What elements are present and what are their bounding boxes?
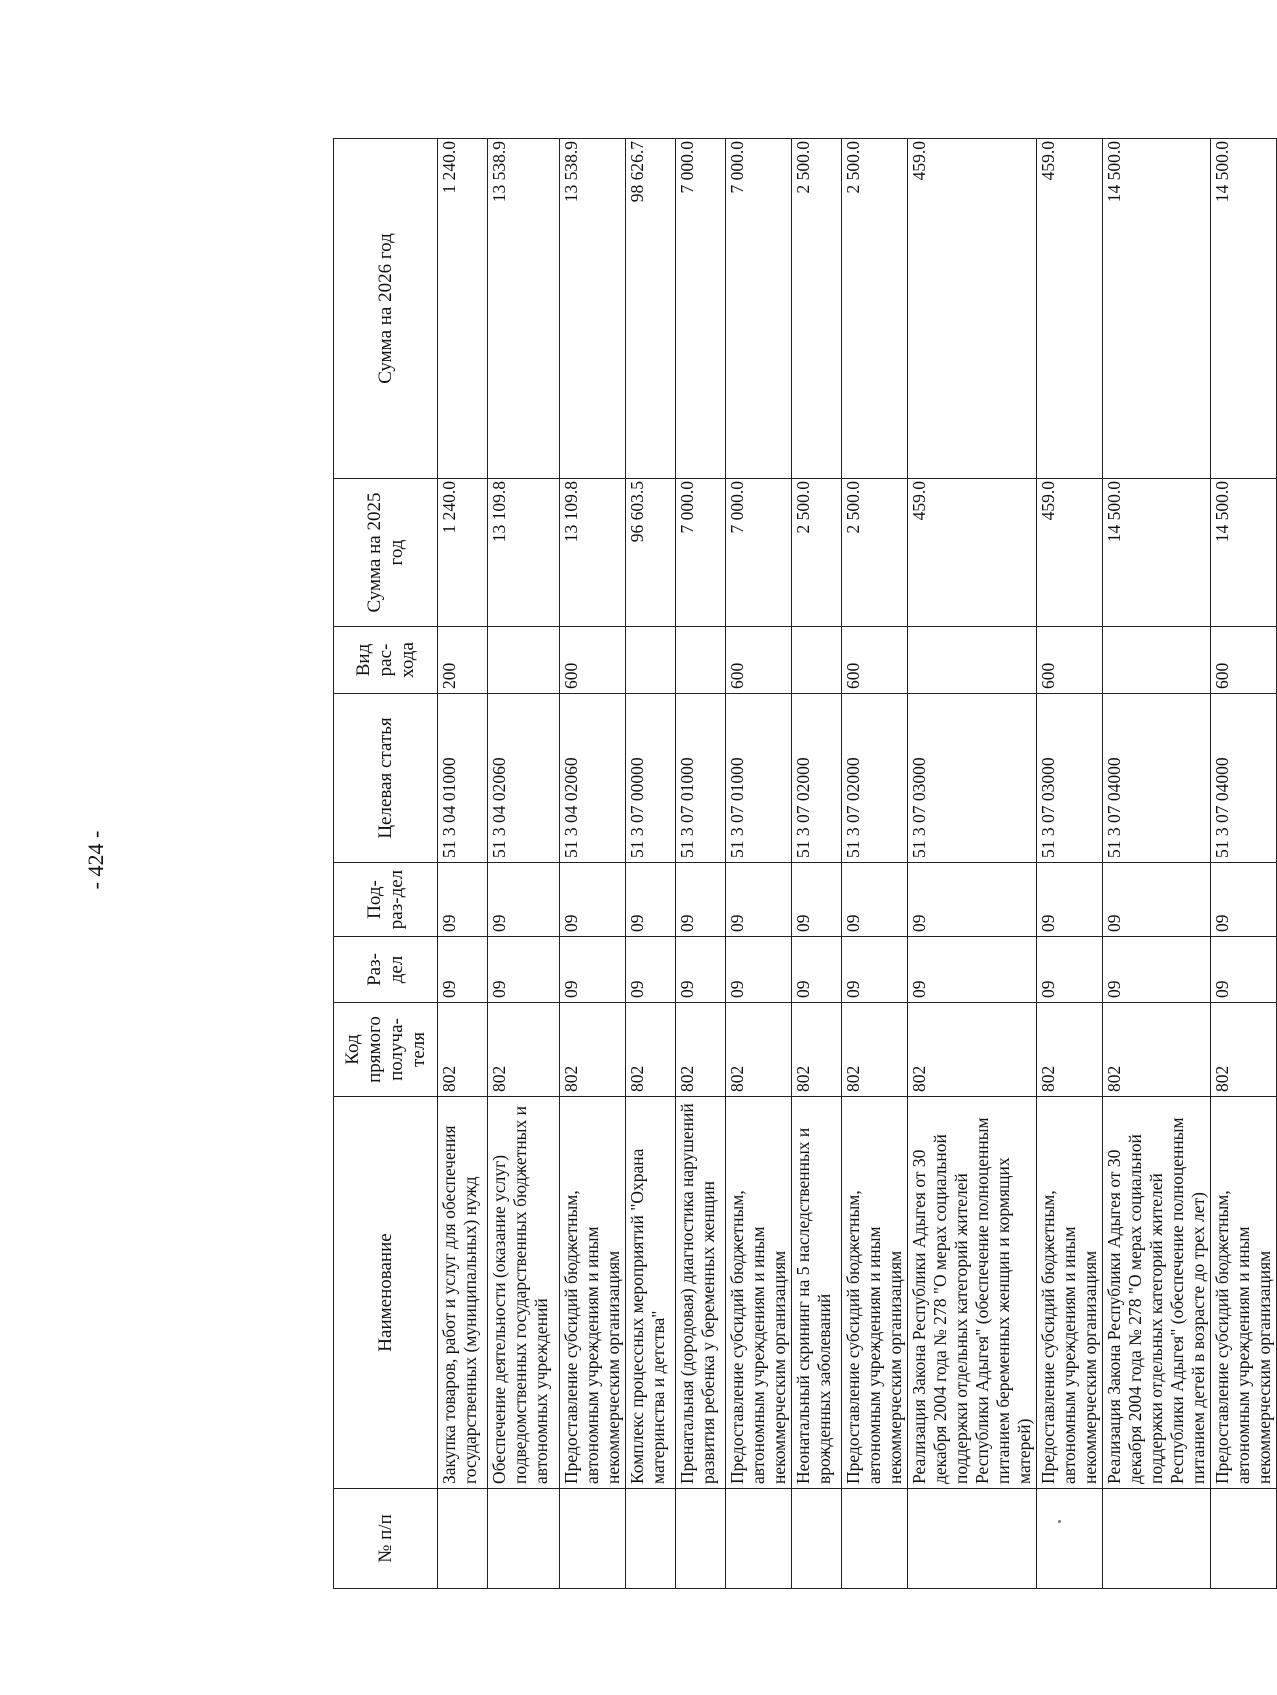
cell-expense: 200 xyxy=(438,627,488,694)
cell-name: Реализация Закона Республики Адыгея от 30 декабря 2004 года № 278 "О мерах социальной поддержки отдельных категорий жителей Республики Адыгея" (обеспечение полноценным питанием детей в возрасте до трех лет) xyxy=(1103,1097,1211,1489)
cell-code: 802 xyxy=(1211,1003,1277,1097)
cell-section: 09 xyxy=(438,937,488,1003)
cell-target: 51 3 07 01000 xyxy=(726,694,792,863)
cell-sum2025: 96 603.5 xyxy=(626,479,676,627)
cell-subsection: 09 xyxy=(1037,863,1103,937)
cell-sum2026: 2 500.0 xyxy=(842,139,908,479)
cell-code: 802 xyxy=(1103,1003,1211,1097)
header-num: № п/п xyxy=(334,1489,438,1589)
cell-subsection: 09 xyxy=(1211,863,1277,937)
cell-num xyxy=(438,1489,488,1589)
cell-subsection: 09 xyxy=(488,863,560,937)
cell-expense xyxy=(908,627,1037,694)
cell-expense xyxy=(792,627,842,694)
cell-subsection: 09 xyxy=(676,863,726,937)
cell-section: 09 xyxy=(842,937,908,1003)
table-row xyxy=(626,139,676,1589)
cell-target: 51 3 07 03000 xyxy=(908,694,1037,863)
cell-sum2026: 7 000.0 xyxy=(726,139,792,479)
table-row xyxy=(1211,139,1277,1589)
cell-target: 51 3 04 01000 xyxy=(438,694,488,863)
cell-num xyxy=(726,1489,792,1589)
cell-name: Комплекс процессных мероприятий "Охрана материнства и детства" xyxy=(626,1097,676,1489)
cell-target: 51 3 07 04000 xyxy=(1211,694,1277,863)
cell-code: 802 xyxy=(626,1003,676,1097)
header-section: Раз-дел xyxy=(334,937,438,1003)
cell-subsection: 09 xyxy=(908,863,1037,937)
cell-num xyxy=(908,1489,1037,1589)
cell-section: 09 xyxy=(726,937,792,1003)
cell-subsection: 09 xyxy=(726,863,792,937)
header-sum2026: Сумма на 2026 год xyxy=(334,139,438,479)
cell-sum2026: 459.0 xyxy=(908,139,1037,479)
cell-sum2025: 2 500.0 xyxy=(842,479,908,627)
cell-name: Предоставление субсидий бюджетным, автономным учреждениям и иным некоммерческим организациям xyxy=(726,1097,792,1489)
cell-sum2026: 13 538.9 xyxy=(560,139,626,479)
page-number: - 424 - xyxy=(83,830,108,890)
cell-section: 09 xyxy=(792,937,842,1003)
cell-sum2025: 2 500.0 xyxy=(792,479,842,627)
cell-code: 802 xyxy=(560,1003,626,1097)
cell-target: 51 3 07 04000 xyxy=(1103,694,1211,863)
cell-code: 802 xyxy=(908,1003,1037,1097)
cell-name: Предоставление субсидий бюджетным, автономным учреждениям и иным некоммерческим организациям xyxy=(1037,1097,1103,1489)
cell-sum2026: 98 626.7 xyxy=(626,139,676,479)
cell-sum2025: 14 500.0 xyxy=(1211,479,1277,627)
table-row xyxy=(842,139,908,1589)
cell-sum2026: 14 500.0 xyxy=(1103,139,1211,479)
cell-expense xyxy=(1103,627,1211,694)
table-row xyxy=(726,139,792,1589)
cell-num xyxy=(1211,1489,1277,1589)
cell-sum2025: 7 000.0 xyxy=(676,479,726,627)
cell-section: 09 xyxy=(1037,937,1103,1003)
cell-num xyxy=(560,1489,626,1589)
table-row xyxy=(908,139,1037,1589)
scan-speck xyxy=(1058,1520,1061,1523)
cell-name: Обеспечение деятельности (оказание услуг) подведомственных государственных бюджетных и автономных учреждений xyxy=(488,1097,560,1489)
cell-expense xyxy=(626,627,676,694)
table-body xyxy=(438,139,1277,1589)
cell-subsection: 09 xyxy=(792,863,842,937)
table-row xyxy=(1103,139,1211,1589)
cell-target: 51 3 07 00000 xyxy=(626,694,676,863)
cell-target: 51 3 07 03000 xyxy=(1037,694,1103,863)
cell-num xyxy=(842,1489,908,1589)
cell-expense: 600 xyxy=(842,627,908,694)
table-row xyxy=(676,139,726,1589)
header-sum2025: Сумма на 2025 год xyxy=(334,479,438,627)
table-row xyxy=(560,139,626,1589)
cell-code: 802 xyxy=(842,1003,908,1097)
cell-sum2025: 13 109.8 xyxy=(560,479,626,627)
cell-code: 802 xyxy=(676,1003,726,1097)
header-code: Код прямого получа-теля xyxy=(334,1003,438,1097)
cell-sum2025: 14 500.0 xyxy=(1103,479,1211,627)
header-name: Наименование xyxy=(334,1097,438,1489)
cell-expense xyxy=(676,627,726,694)
cell-target: 51 3 04 02060 xyxy=(488,694,560,863)
cell-section: 09 xyxy=(908,937,1037,1003)
cell-name: Предоставление субсидий бюджетным, автономным учреждениям и иным некоммерческим организациям xyxy=(842,1097,908,1489)
cell-expense: 600 xyxy=(560,627,626,694)
cell-section: 09 xyxy=(1103,937,1211,1003)
cell-sum2026: 7 000.0 xyxy=(676,139,726,479)
cell-section: 09 xyxy=(676,937,726,1003)
table-row xyxy=(1037,139,1103,1589)
cell-subsection: 09 xyxy=(438,863,488,937)
cell-section: 09 xyxy=(1211,937,1277,1003)
cell-num xyxy=(1037,1489,1103,1589)
cell-code: 802 xyxy=(792,1003,842,1097)
cell-sum2026: 14 500.0 xyxy=(1211,139,1277,479)
cell-num xyxy=(792,1489,842,1589)
cell-section: 09 xyxy=(626,937,676,1003)
cell-sum2026: 13 538.9 xyxy=(488,139,560,479)
cell-code: 802 xyxy=(488,1003,560,1097)
cell-num xyxy=(626,1489,676,1589)
cell-num xyxy=(488,1489,560,1589)
cell-expense: 600 xyxy=(726,627,792,694)
cell-target: 51 3 07 01000 xyxy=(676,694,726,863)
header-row xyxy=(334,139,438,1589)
cell-expense xyxy=(488,627,560,694)
cell-name: Предоставление субсидий бюджетным, автономным учреждениям и иным некоммерческим организациям xyxy=(560,1097,626,1489)
rotated-table-container xyxy=(333,139,1274,1589)
cell-target: 51 3 07 02000 xyxy=(792,694,842,863)
header-subsection: Под-раз-дел xyxy=(334,863,438,937)
cell-sum2025: 7 000.0 xyxy=(726,479,792,627)
cell-sum2025: 13 109.8 xyxy=(488,479,560,627)
cell-subsection: 09 xyxy=(1103,863,1211,937)
cell-name: Предоставление субсидий бюджетным, автономным учреждениям и иным некоммерческим организациям xyxy=(1211,1097,1277,1489)
cell-expense: 600 xyxy=(1211,627,1277,694)
cell-num xyxy=(1103,1489,1211,1589)
cell-sum2025: 459.0 xyxy=(1037,479,1103,627)
budget-table xyxy=(333,138,1277,1589)
table-row xyxy=(488,139,560,1589)
cell-section: 09 xyxy=(560,937,626,1003)
table-row xyxy=(792,139,842,1589)
cell-code: 802 xyxy=(726,1003,792,1097)
cell-subsection: 09 xyxy=(842,863,908,937)
cell-target: 51 3 07 02000 xyxy=(842,694,908,863)
cell-section: 09 xyxy=(488,937,560,1003)
header-expense: Вид рас-хода xyxy=(334,627,438,694)
cell-sum2025: 459.0 xyxy=(908,479,1037,627)
cell-name: Неонатальный скрининг на 5 наследственных и врожденных заболеваний xyxy=(792,1097,842,1489)
cell-code: 802 xyxy=(1037,1003,1103,1097)
cell-name: Закупка товаров, работ и услуг для обеспечения государственных (муниципальных) нужд xyxy=(438,1097,488,1489)
cell-code: 802 xyxy=(438,1003,488,1097)
cell-sum2026: 1 240.0 xyxy=(438,139,488,479)
cell-num xyxy=(676,1489,726,1589)
header-target: Целевая статья xyxy=(334,694,438,863)
cell-name: Реализация Закона Республики Адыгея от 30 декабря 2004 года № 278 "О мерах социальной поддержки отдельных категорий жителей Республики Адыгея" (обеспечение полноценным питанием беременных женщин и кормящих матерей) xyxy=(908,1097,1037,1489)
cell-subsection: 09 xyxy=(560,863,626,937)
cell-sum2025: 1 240.0 xyxy=(438,479,488,627)
table-row xyxy=(438,139,488,1589)
cell-expense: 600 xyxy=(1037,627,1103,694)
cell-sum2026: 459.0 xyxy=(1037,139,1103,479)
cell-name: Пренатальная (дородовая) диагностика нарушений развития ребенка у беременных женщин xyxy=(676,1097,726,1489)
cell-target: 51 3 04 02060 xyxy=(560,694,626,863)
cell-sum2026: 2 500.0 xyxy=(792,139,842,479)
cell-subsection: 09 xyxy=(626,863,676,937)
